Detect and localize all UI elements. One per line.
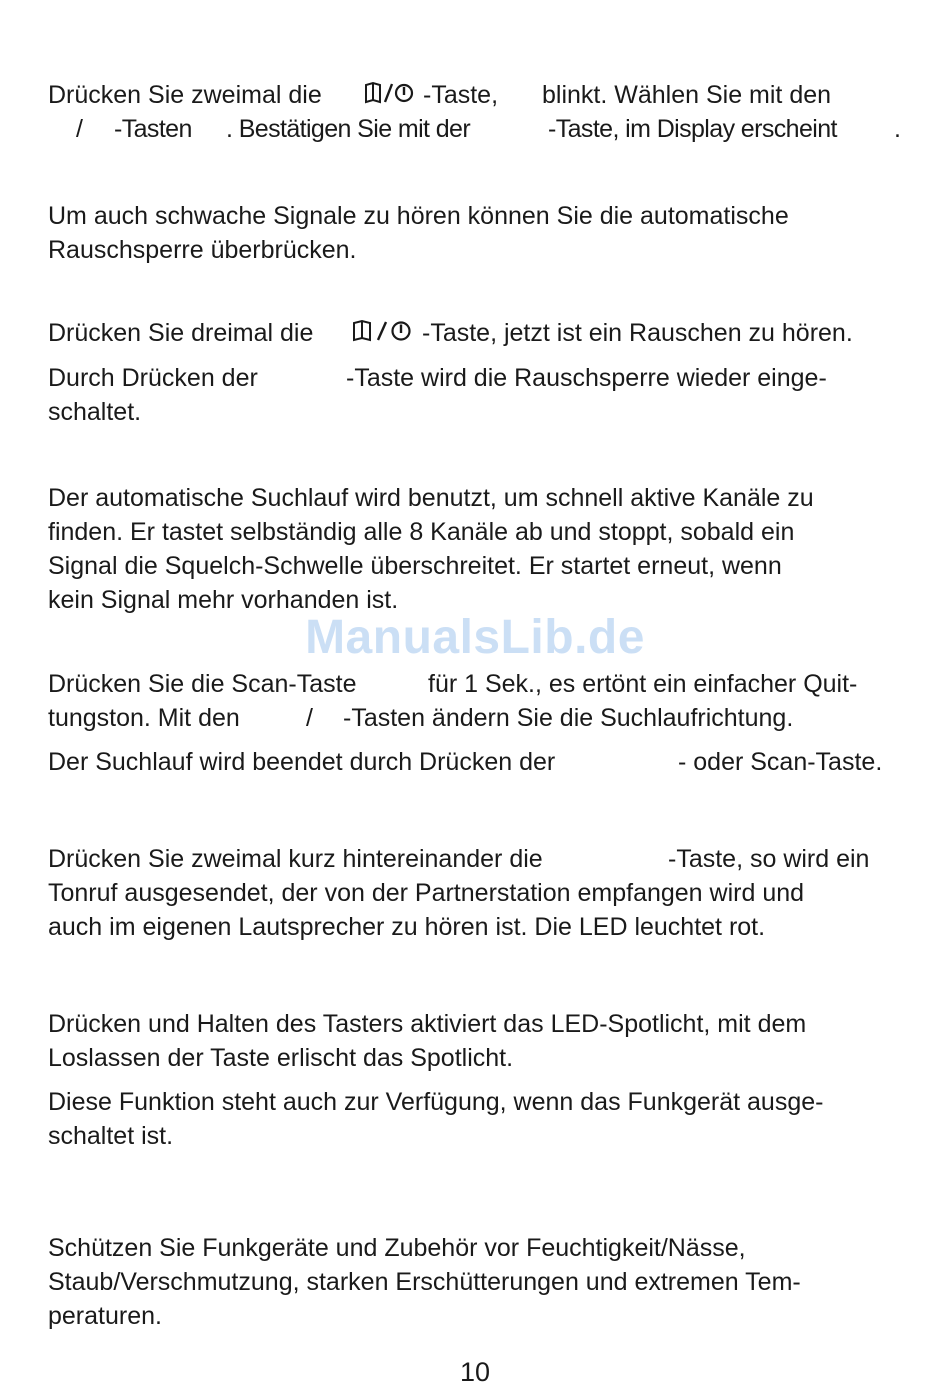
- section5-line2-text-c: -Tasten ändern Sie die Suchlaufrichtung.: [343, 704, 794, 732]
- page-number: 10: [459, 1357, 491, 1387]
- section3-line3: schaltet.: [48, 398, 142, 426]
- section8-line3: peraturen.: [48, 1302, 162, 1330]
- section6-line1-text-b: -Taste, so wird ein: [668, 845, 870, 873]
- section1-line1-text-b: -Taste,: [423, 81, 499, 109]
- section7-line1: Drücken und Halten des Tasters aktiviert das LED-Spotlicht, mit dem: [48, 1010, 807, 1038]
- watermark: ManualsLib.de: [305, 611, 645, 664]
- menu-power-key-icon: [364, 78, 424, 112]
- section6-line3: auch im eigenen Lautsprecher zu hören ist. Die LED leuchtet rot.: [48, 913, 766, 941]
- section3-line1-text-b: -Taste, jetzt ist ein Rauschen zu hören.: [422, 319, 853, 347]
- section5-line1-text-b: für 1 Sek., es ertönt ein einfacher Quit-: [428, 670, 858, 698]
- section7-line2: Loslassen der Taste erlischt das Spotlicht.: [48, 1044, 514, 1072]
- section8-line2: Staub/Verschmutzung, starken Erschütterungen und extremen Tem-: [48, 1268, 801, 1296]
- section5-line3-text-b: - oder Scan-Taste.: [678, 748, 883, 776]
- section1-line2-text-b: -Tasten: [114, 115, 192, 143]
- section1-line2-text-e: .: [894, 115, 901, 143]
- section4-line3: Signal die Squelch-Schwelle überschreitet. Er startet erneut, wenn: [48, 552, 782, 580]
- section5-line2-text-b: /: [306, 704, 313, 732]
- section6-line2: Tonruf ausgesendet, der von der Partnerstation empfangen wird und: [48, 879, 805, 907]
- section3-line1-text-a: Drücken Sie dreimal die: [48, 319, 314, 347]
- section6-line1-text-a: Drücken Sie zweimal kurz hintereinander die: [48, 845, 543, 873]
- section4-line2: finden. Er tastet selbständig alle 8 Kanäle ab und stoppt, sobald ein: [48, 518, 795, 546]
- section5-line3-text-a: Der Suchlauf wird beendet durch Drücken der: [48, 748, 556, 776]
- section1-line1-text-a: Drücken Sie zweimal die: [48, 81, 322, 109]
- section4-line4: kein Signal mehr vorhanden ist.: [48, 586, 399, 614]
- section1-line2-text-a: /: [76, 115, 83, 143]
- menu-power-key-icon: [352, 316, 424, 350]
- section7-line3: Diese Funktion steht auch zur Verfügung, wenn das Funkgerät ausge-: [48, 1088, 824, 1116]
- section1-line2-text-c: . Bestätigen Sie mit der: [226, 115, 471, 143]
- section2-line2: Rauschsperre überbrücken.: [48, 236, 357, 264]
- section4-line1: Der automatische Suchlauf wird benutzt, um schnell aktive Kanäle zu: [48, 484, 814, 512]
- section3-line2-text-b: -Taste wird die Rauschsperre wieder einge-: [346, 364, 827, 392]
- section1-line2-text-d: -Taste, im Display erscheint: [548, 115, 837, 143]
- section5-line1-text-a: Drücken Sie die Scan-Taste: [48, 670, 357, 698]
- section5-line2-text-a: tungston. Mit den: [48, 704, 240, 732]
- section2-line1: Um auch schwache Signale zu hören können Sie die automatische: [48, 202, 789, 230]
- section3-line2-text-a: Durch Drücken der: [48, 364, 258, 392]
- section1-line1-text-c: blinkt. Wählen Sie mit den: [542, 81, 832, 109]
- section7-line4: schaltet ist.: [48, 1122, 174, 1150]
- section8-line1: Schützen Sie Funkgeräte und Zubehör vor Feuchtigkeit/Nässe,: [48, 1234, 746, 1262]
